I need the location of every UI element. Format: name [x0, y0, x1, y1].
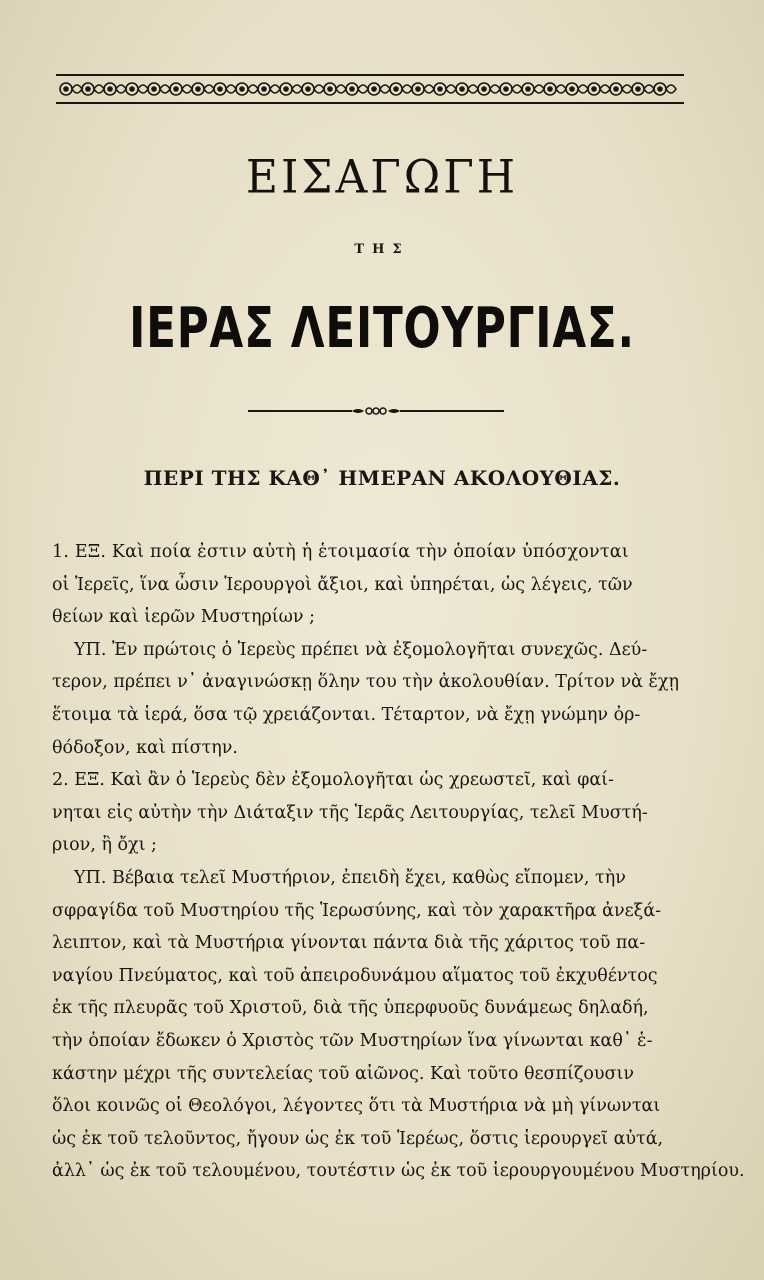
text-line: 1. ΕΞ. Καὶ ποία ἐστιν αὐτὴ ἡ ἑτοιμασία τὴν ὁποίαν ὑπόσχονται: [52, 542, 629, 562]
text-line: ΥΠ. Βέβαια τελεῖ Μυστήριον, ἐπειδὴ ἔχει, καθὼς εἴπομεν, τὴν: [74, 867, 626, 888]
text-line: ὅλοι κοινῶς οἱ Θεολόγοι, λέγοντες ὅτι τὰ Μυστήρια νὰ μὴ γίνωνται: [52, 1096, 661, 1117]
text-line: ἐκ τῆς πλευρᾶς τοῦ Χριστοῦ, διὰ τῆς ὑπερφυοῦς δυνάμεως δηλαδή,: [52, 998, 649, 1019]
text-line: οἱ Ἱερεῖς, ἵνα ὦσιν Ἱερουργοὶ ἄξιοι, καὶ ὑπηρέται, ὡς λέγεις, τῶν: [52, 574, 633, 595]
page-title: ΕΙΣΑΓΩΓΗ: [245, 150, 519, 205]
text-line: 2. ΕΞ. Καὶ ἂν ὁ Ἱερεὺς δὲν ἐξομολογῆται ὡς χρεωστεῖ, καὶ φαί-: [52, 770, 614, 791]
text-line: ριον, ἢ ὄχι ;: [52, 835, 157, 856]
decorative-rule-icon: [248, 404, 504, 418]
text-line: τερον, πρέπει ν᾿ ἀναγινώσκῃ ὅλην του τὴν ἀκολουθίαν. Τρίτον νὰ ἔχῃ: [52, 672, 679, 693]
page-subtitle: ΙΕΡΑΣ ΛΕΙΤΟΥΡΓΙΑΣ.: [129, 296, 635, 361]
text-line: λειπτον, καὶ τὰ Μυστήρια γίνονται πάντα διὰ τῆς χάριτος τοῦ πα-: [52, 933, 646, 954]
text-line: ΥΠ. Ἐν πρώτοις ὁ Ἱερεὺς πρέπει νὰ ἐξομολογῆται συνεχῶς. Δεύ-: [74, 639, 648, 660]
text-line: ἕτοιμα τὰ ἱερά, ὅσα τῷ χρειάζονται. Τέταρτον, νὰ ἔχῃ γνώμην ὀρ-: [52, 704, 641, 725]
text-line: θείων καὶ ἱερῶν Μυστηρίων ;: [52, 607, 315, 628]
text-line: κάστην μέχρι τῆς συντελείας τοῦ αἰῶνος. Καὶ τοῦτο θεσπίζουσιν: [52, 1063, 634, 1084]
title-article: ΤΗΣ: [354, 242, 410, 257]
text-line: νηται εἰς αὐτὴν τὴν Διάταξιν τῆς Ἱερᾶς Λειτουργίας, τελεῖ Μυστή-: [52, 802, 648, 823]
ornamental-border-icon: [52, 72, 688, 106]
text-line: θόδοξον, καὶ πίστην.: [52, 737, 238, 758]
text-line: τὴν ὁποίαν ἔδωκεν ὁ Χριστὸς τῶν Μυστηρίων ἵνα γίνωνται καθ᾿ ἑ-: [52, 1030, 653, 1051]
text-line: ἀλλ᾿ ὡς ἐκ τοῦ τελουμένου, τουτέστιν ὡς ἐκ τοῦ ἱερουργουμένου Μυστηρίου.: [52, 1161, 745, 1182]
section-heading: ΠΕΡΙ ΤΗΣ ΚΑΘ᾿ ΗΜΕΡΑΝ ΑΚΟΛΟΥΘΙΑΣ.: [143, 466, 621, 490]
text-line: ναγίου Πνεύματος, καὶ τοῦ ἀπειροδυνάμου αἵματος τοῦ ἐκχυθέντος: [52, 965, 658, 986]
text-line: σφραγίδα τοῦ Μυστηρίου τῆς Ἱερωσύνης, καὶ τὸν χαρακτῆρα ἀνεξά-: [52, 900, 662, 921]
body-text: [52, 536, 745, 1188]
text-line: ὡς ἐκ τοῦ τελοῦντος, ἤγουν ὡς ἐκ τοῦ Ἱερέως, ὅστις ἱερουργεῖ αὐτά,: [52, 1128, 664, 1149]
